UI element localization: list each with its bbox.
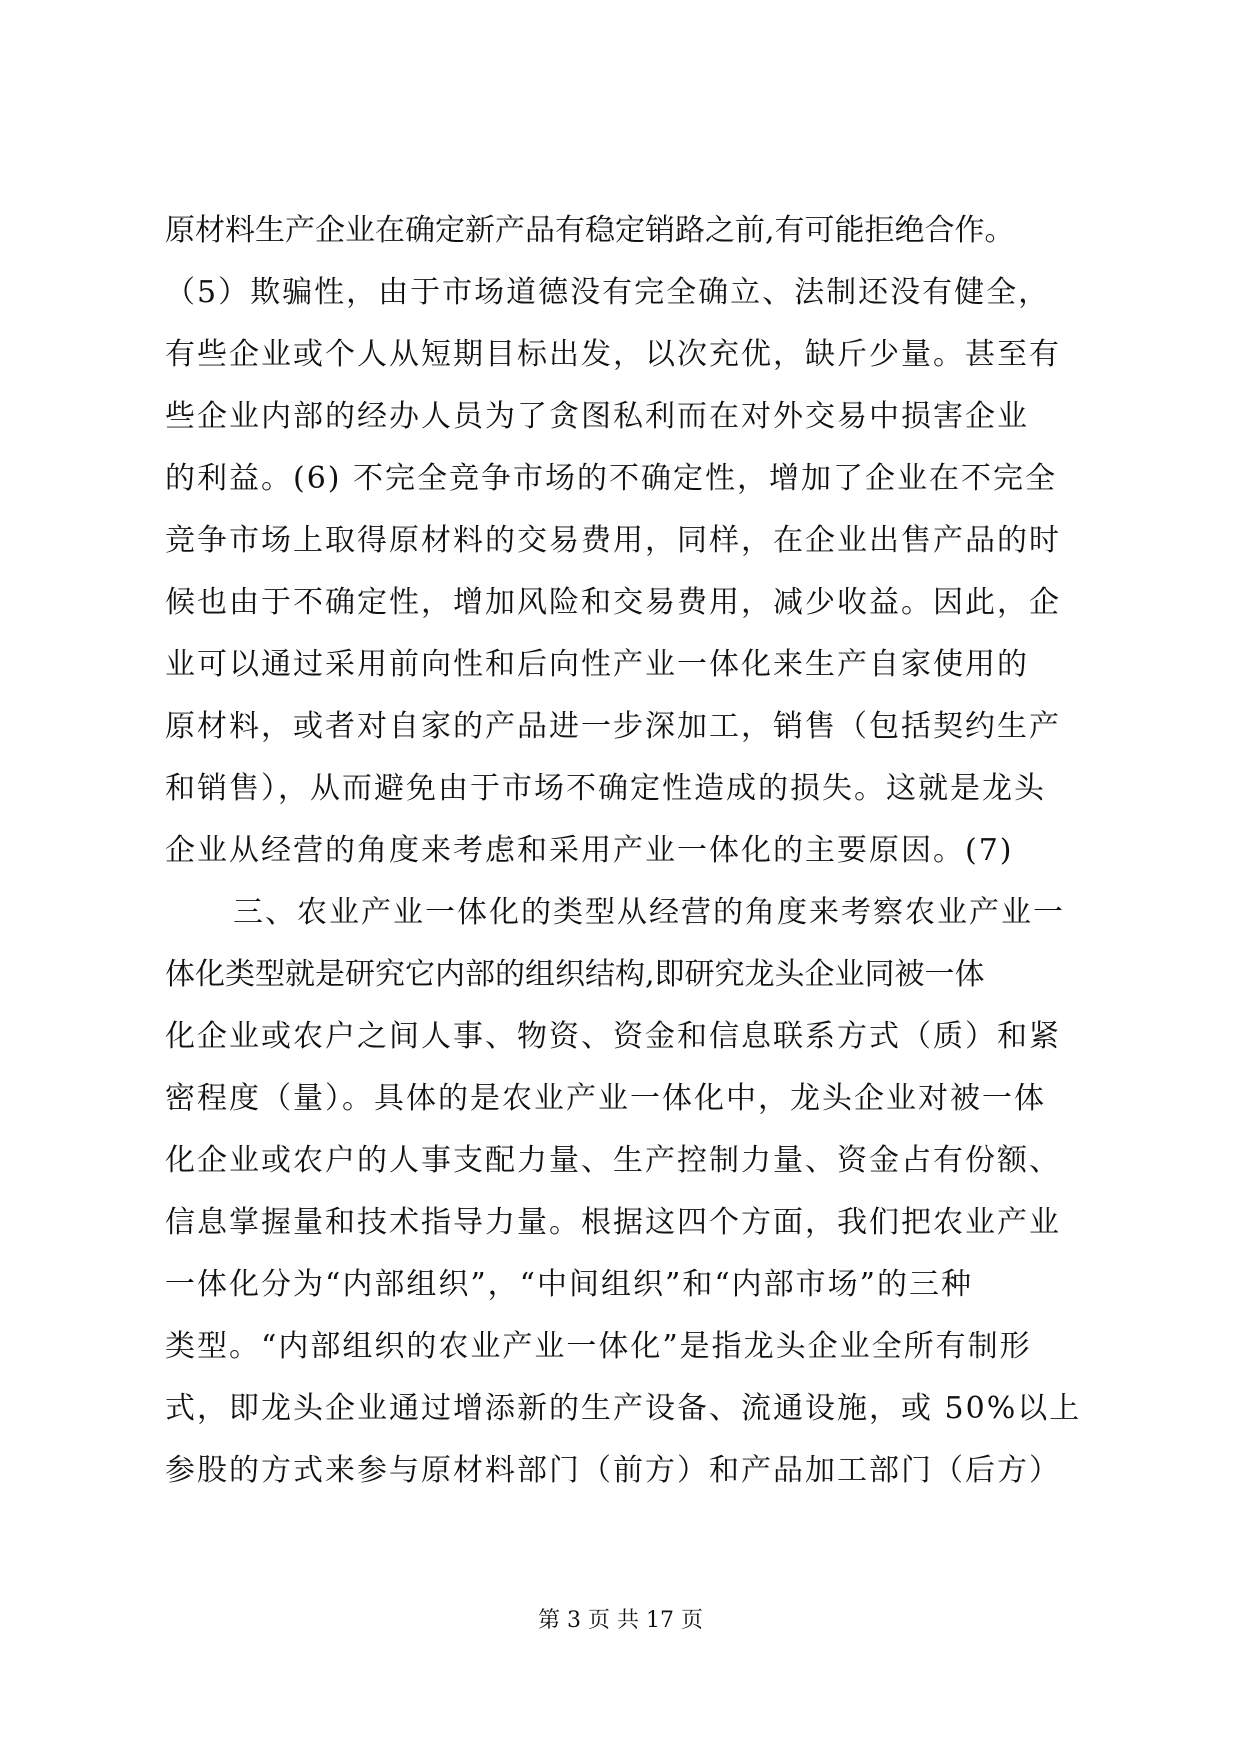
body-text xyxy=(165,200,1095,1502)
text-line: 类型。“内部组织的农业产业一体化”是指龙头企业全所有制形 xyxy=(165,1329,1032,1364)
text-line: 企业从经营的角度来考虑和采用产业一体化的主要原因。(7) xyxy=(165,833,1014,868)
text-line: 式，即龙头企业通过增添新的生产设备、流通设施，或 50%以上 xyxy=(165,1391,1082,1426)
text-line: 业可以通过采用前向性和后向性产业一体化来生产自家使用的 xyxy=(165,647,1029,682)
page-number-footer: 第 3 页 共 17 页 xyxy=(538,1608,703,1633)
text-line: 化企业或农户之间人事、物资、资金和信息联系方式（质）和紧 xyxy=(165,1019,1061,1054)
text-line: 原材料生产企业在确定新产品有稳定销路之前,有可能拒绝合作。 xyxy=(165,213,1015,248)
text-line: 体化类型就是研究它内部的组织结构,即研究龙头企业同被一体 xyxy=(165,957,985,992)
text-line: 和销售），从而避免由于市场不确定性造成的损失。这就是龙头 xyxy=(165,771,1046,806)
text-line: 的利益。(6) 不完全竞争市场的不确定性，增加了企业在不完全 xyxy=(165,461,1058,496)
text-line: 竞争市场上取得原材料的交易费用，同样，在企业出售产品的时 xyxy=(165,523,1061,558)
text-line: （5）欺骗性，由于市场道德没有完全确立、法制还没有健全， xyxy=(165,275,1051,310)
text-line: 原材料，或者对自家的产品进一步深加工，销售（包括契约生产 xyxy=(165,709,1061,744)
text-line: 些企业内部的经办人员为了贪图私利而在对外交易中损害企业 xyxy=(165,399,1029,434)
text-line: 信息掌握量和技术指导力量。根据这四个方面，我们把农业产业 xyxy=(165,1205,1061,1240)
text-line: 有些企业或个人从短期目标出发，以次充优，缺斤少量。甚至有 xyxy=(165,337,1061,372)
text-line: 候也由于不确定性，增加风险和交易费用，减少收益。因此，企 xyxy=(165,585,1061,620)
text-line: 一体化分为“内部组织”，“中间组织”和“内部市场”的三种 xyxy=(165,1267,974,1302)
text-line: 化企业或农户的人事支配力量、生产控制力量、资金占有份额、 xyxy=(165,1143,1061,1178)
section-heading-line: 三、农业产业一体化的类型从经营的角度来考察农业产业一 xyxy=(233,895,1065,930)
text-line: 参股的方式来参与原材料部门（前方）和产品加工部门（后方） xyxy=(165,1453,1061,1488)
text-line: 密程度（量）。具体的是农业产业一体化中，龙头企业对被一体 xyxy=(165,1081,1046,1116)
